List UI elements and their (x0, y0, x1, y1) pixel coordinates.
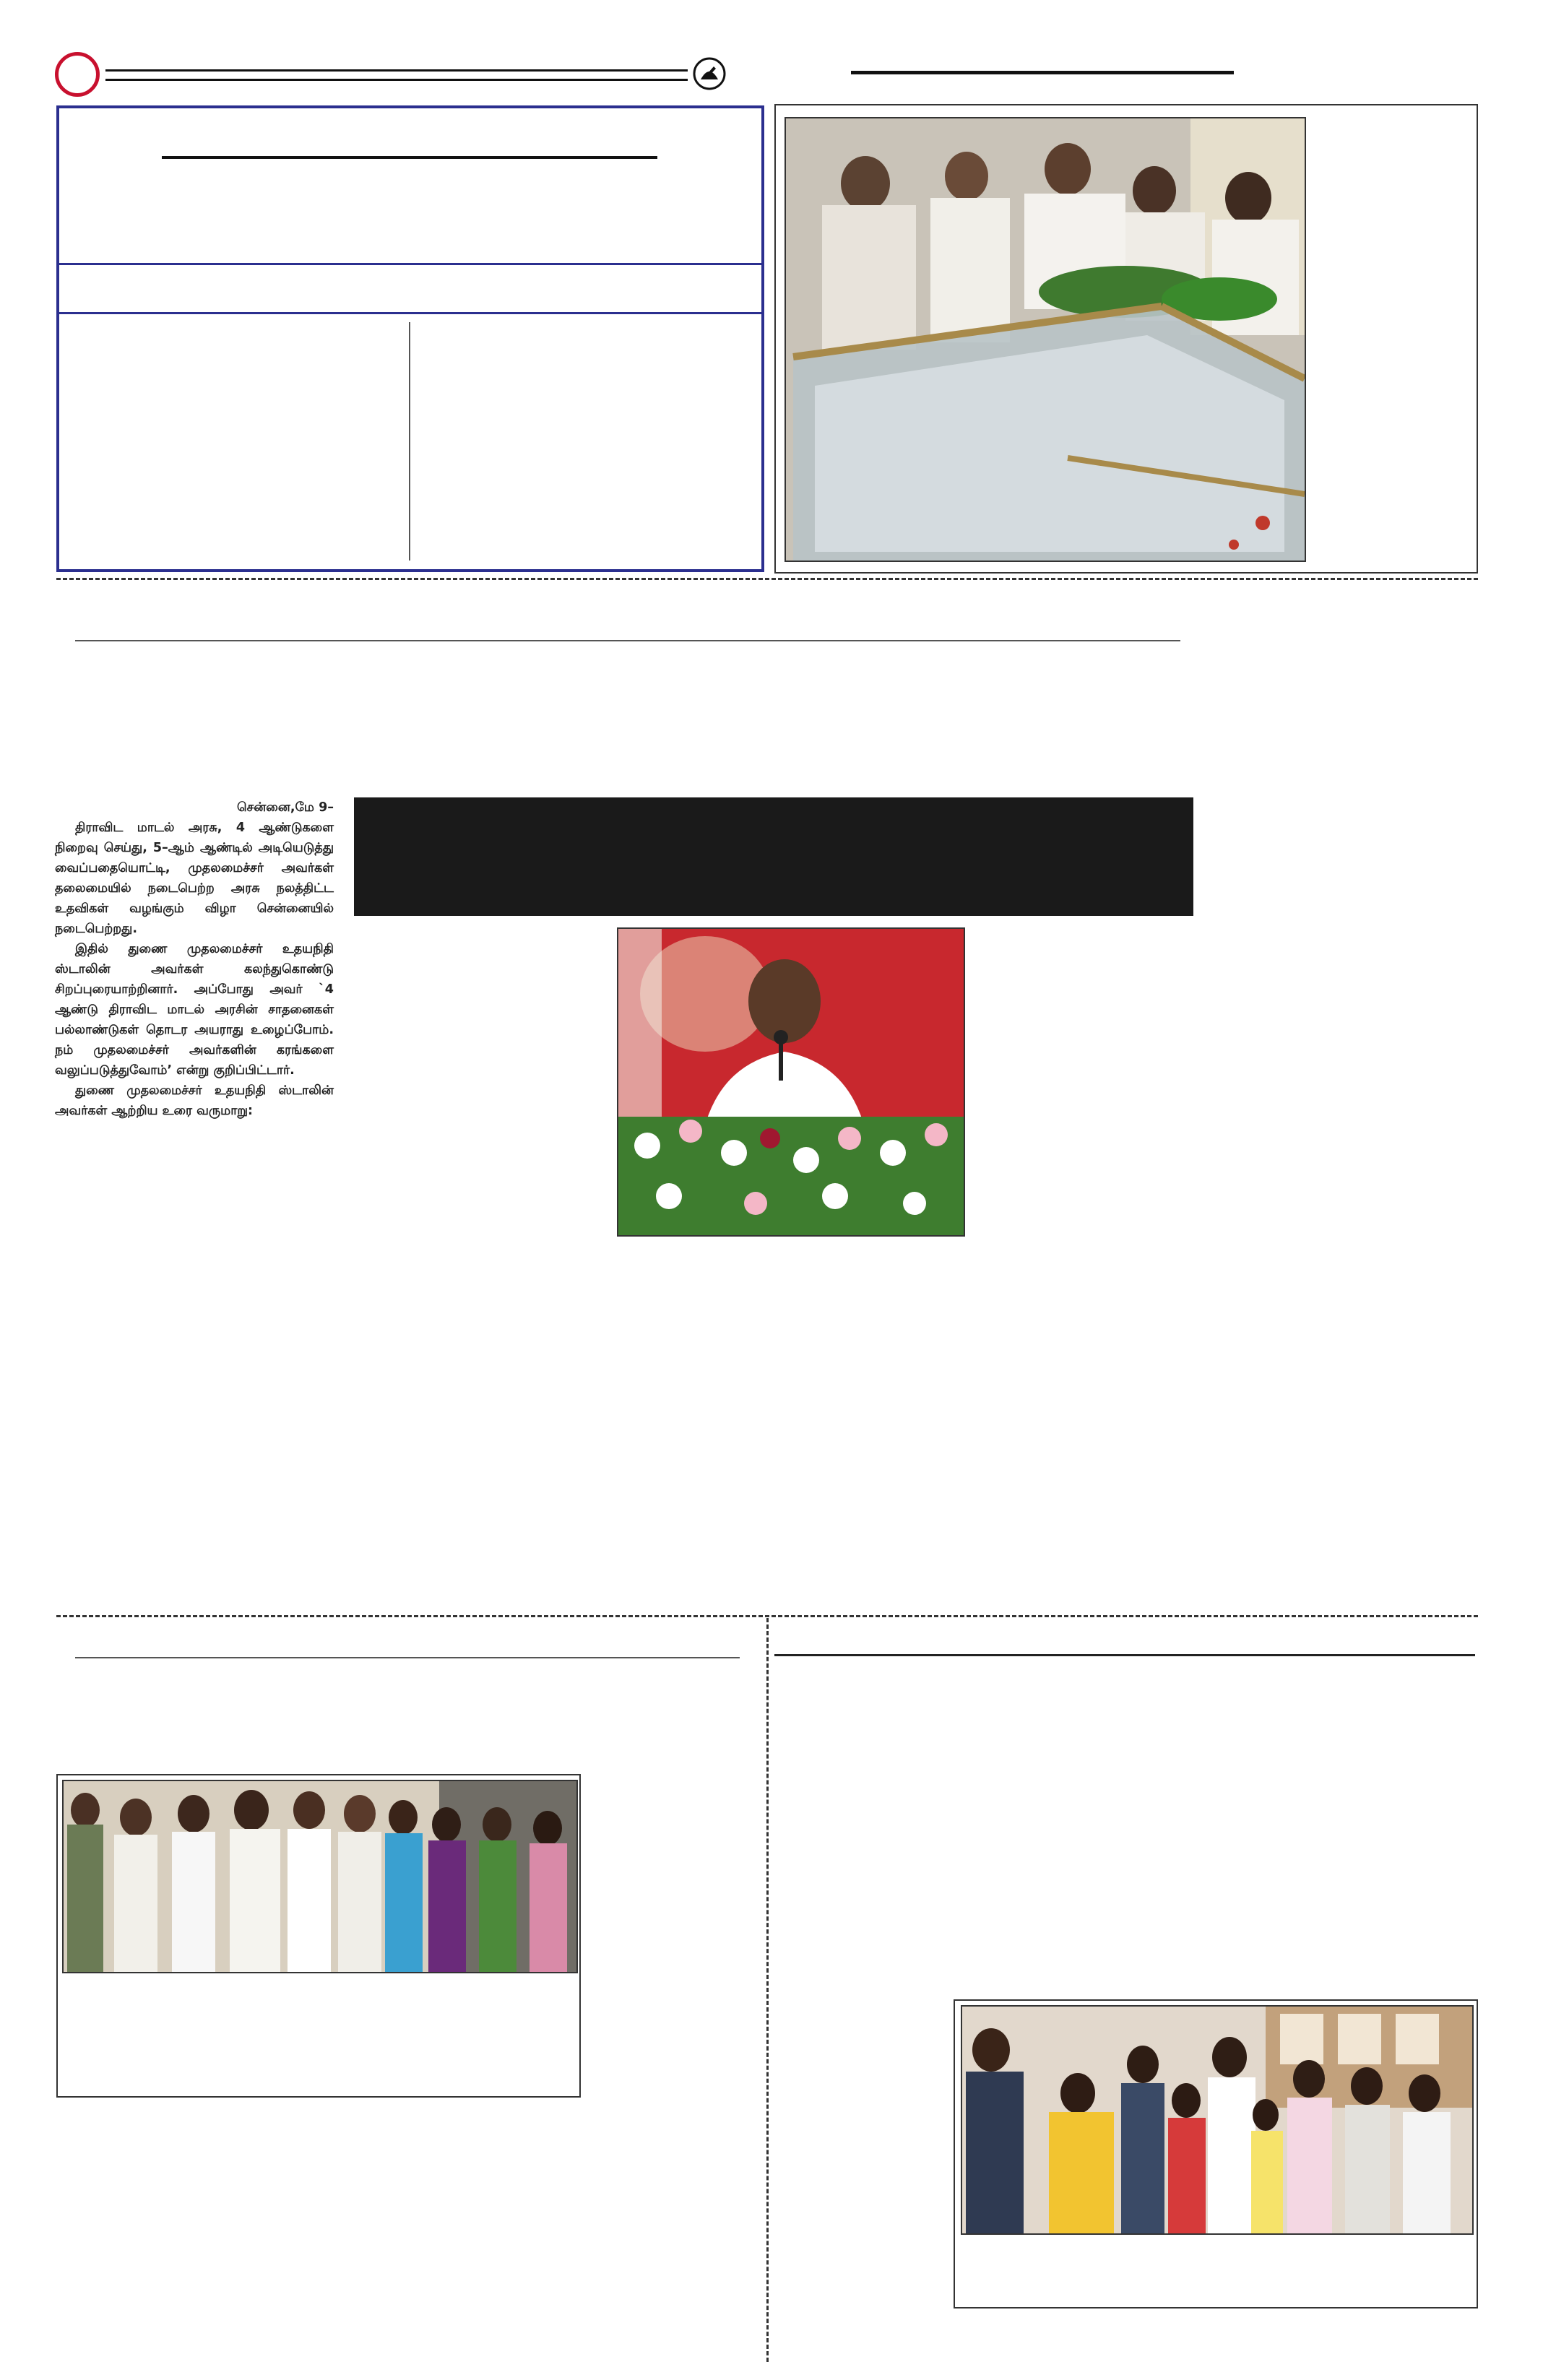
speaker-photo (617, 927, 965, 1237)
masthead-logo-icon (55, 52, 100, 97)
article-dateline: சென்னை,மே 9– (237, 800, 334, 815)
bottom-section-separator (56, 1615, 1478, 1617)
bottom-left-headline-rule (75, 1657, 740, 1658)
family-aid-photo (961, 2005, 1474, 2235)
tribute-photo (785, 117, 1306, 562)
article-paragraph: திராவிட மாடல் அரசு, 4 ஆண்டுகளை நிறைவு செய்து, 5–ஆம் ஆண்டில் அடியெடுத்து வைப்பதையொட்டி, முதலமைச்சர் அவர்கள் தலைமையில் நடைபெற்ற அரசு நலத்திட்ட உதவிகள் வழங்கும் விழா சென்னையில் நடைபெற்றது. (55, 821, 334, 936)
main-story-headline-rule (75, 640, 1180, 641)
main-story-text (55, 797, 334, 1121)
article-paragraph: இதில் துணை முதலமைச்சர் உதயநிதி ஸ்டாலின் அவர்கள் கலந்துகொண்டு சிறப்புரையாற்றினார். அப்போது அவர் `4 ஆண்டு திராவிட மாடல் அரசின் சாதனைகள் பல்லாண்டுகள் தொடர அயராது உழைப்போம். நம் முதலமைச்சர் அவர்களின் கரங்களை வலுப்படுத்துவோம்’ என்று குறிப்பிட்டார். (55, 942, 334, 1078)
boxed-article (56, 105, 764, 572)
bottom-right-headline-rule (774, 1654, 1475, 1656)
section-separator (56, 578, 1478, 580)
boxed-article-divider (59, 263, 761, 265)
bottom-column-separator (766, 1618, 769, 2362)
masthead-emblem-icon (692, 56, 727, 91)
welfare-aid-photo (62, 1780, 578, 1973)
boxed-article-column-divider (409, 322, 410, 561)
boxed-article-title-rule (162, 156, 657, 159)
boxed-article-divider (59, 312, 761, 314)
masthead-right-rule (851, 71, 1234, 74)
masthead-rule-double (105, 69, 688, 81)
main-headline-bar (354, 797, 1193, 916)
article-paragraph: துணை முதலமைச்சர் உதயநிதி ஸ்டாலின் அவர்கள் ஆற்றிய உரை வருமாறு: (55, 1083, 334, 1118)
